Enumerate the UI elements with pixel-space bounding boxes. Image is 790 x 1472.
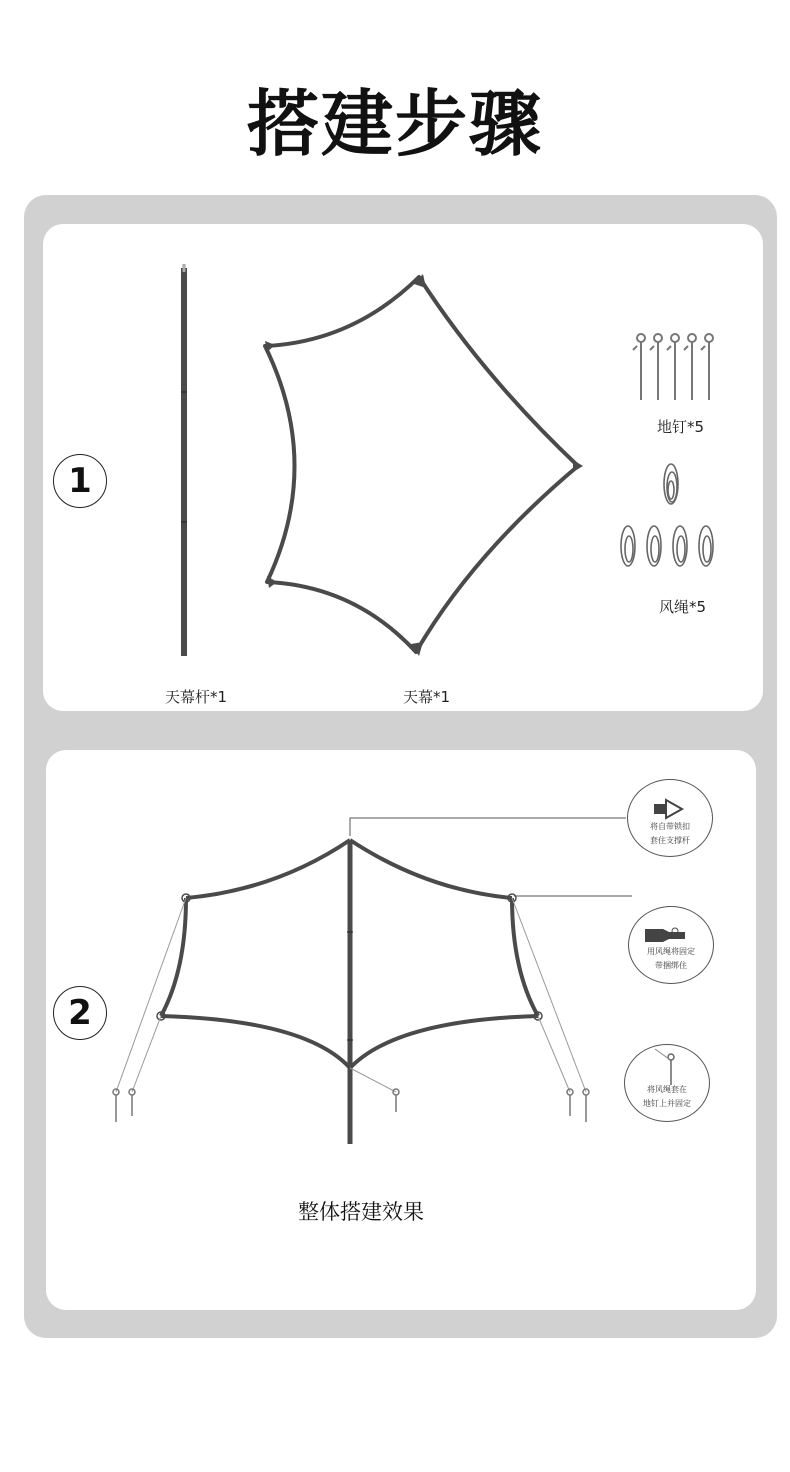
step2-number: 2 (53, 986, 107, 1040)
callout-stake-line1: 将风绳套在 (647, 1085, 687, 1094)
page-title: 搭建步骤 (246, 82, 543, 166)
steps-container (24, 195, 777, 1338)
callout-strap-line1: 用风绳将固定 (647, 947, 695, 956)
callout-lock-line1: 将自带锁扣 (650, 822, 690, 831)
ropes-label: 风绳*5 (659, 598, 707, 616)
callout-lock-line2: 套住支撑杆 (650, 836, 690, 845)
callout-stake-line2: 地钉上并固定 (643, 1099, 691, 1108)
callout-strap-line2: 带捆绑住 (655, 961, 687, 970)
tarp-drawing (265, 277, 578, 652)
step1-number: 1 (53, 454, 107, 508)
callout-lock (627, 779, 713, 857)
ropes-drawing (621, 464, 713, 566)
step2-panel (46, 750, 756, 1310)
callout-leaders (350, 818, 632, 896)
tarp-label: 天幕*1 (403, 688, 451, 706)
callout-stake (624, 1044, 710, 1122)
setup-effect-caption: 整体搭建效果 (298, 1200, 424, 1224)
callout-strap (628, 906, 714, 984)
step1-illustration (43, 224, 763, 711)
assembled-tarp (157, 840, 542, 1144)
stakes-drawing (633, 334, 713, 400)
tarp-corners (265, 274, 583, 656)
step1-panel (43, 224, 763, 711)
stakes-label: 地钉*5 (657, 418, 705, 436)
pole-drawing (181, 264, 187, 656)
pole-label: 天幕杆*1 (165, 688, 228, 706)
